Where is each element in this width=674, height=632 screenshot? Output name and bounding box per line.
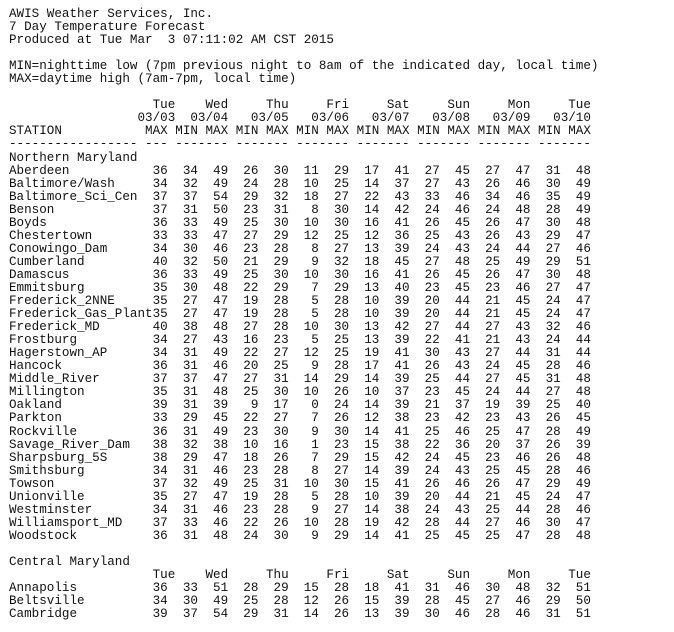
- table-row: Conowingo_Dam 34 30 46 23 28 8 27 13 39 24 43 24 44 27 46: [9, 241, 591, 256]
- table-row: Sharpsburg_5S 38 29 47 18 26 7 29 15 42 24 45 23 46 26 48: [9, 450, 591, 465]
- table-row: Chestertown 33 33 47 27 29 12 25 12 36 25 43 26 43 29 47: [9, 228, 591, 243]
- table-row: Hagerstown_AP 34 31 49 22 27 12 25 19 41 30 43 27 44 31 44: [9, 346, 591, 361]
- table-row: Savage_River_Dam 38 32 38 10 16 1 23 15 38 22 36 20 37 26 39: [9, 437, 591, 452]
- table-row: Cumberland 40 32 50 21 29 9 32 18 45 27 48 25 49 29 51: [9, 254, 591, 269]
- product-title: 7 Day Temperature Forecast: [9, 20, 206, 35]
- table-row: Frederick_Gas_Plant35 27 47 19 28 5 28 10 39 20 44 21 45 24 47: [9, 307, 591, 322]
- table-row: Benson 37 31 50 23 31 8 30 14 42 24 46 24 48 28 49: [9, 202, 591, 217]
- table-row: Rockville 36 31 49 23 30 9 30 14 41 25 46 25 47 28 49: [9, 424, 591, 439]
- table-row: Westminster 34 31 46 23 28 9 27 14 38 24 43 25 44 28 46: [9, 502, 591, 517]
- table-row: Damascus 36 33 49 25 30 10 30 16 41 26 45 26 47 30 48: [9, 267, 591, 282]
- table-row: Baltimore/Wash 34 32 49 24 28 10 25 14 37 27 43 26 46 30 49: [9, 176, 591, 191]
- table-row: Parkton 33 29 45 22 27 7 26 12 38 23 42 23 43 26 45: [9, 411, 591, 426]
- column-label-row: STATION MAX MIN MAX MIN MAX MIN MAX MIN MAX MIN MAX MIN MAX MIN MAX: [9, 124, 591, 139]
- blank-line: [9, 543, 598, 556]
- header-rule: ----------------- --- ------- ------- ------- ------- ------- ------- -------: [9, 137, 591, 152]
- table-row: Unionville 35 27 47 19 28 5 28 10 39 20 44 21 45 24 47: [9, 489, 591, 504]
- table-row: Frostburg 34 27 43 16 23 5 25 13 39 22 41 21 43 24 44: [9, 333, 591, 348]
- table-row: Frederick_2NNE 35 27 47 19 28 5 28 10 39 20 44 21 45 24 47: [9, 294, 591, 309]
- produced-timestamp: Produced at Tue Mar 3 07:11:02 AM CST 2015: [9, 33, 334, 48]
- table-row: Hancock 36 31 46 20 25 9 28 17 41 26 43 24 45 28 46: [9, 359, 591, 374]
- table-row: Emmitsburg 35 30 48 22 29 7 29 13 40 23 45 23 46 27 47: [9, 280, 591, 295]
- table-row: Frederick_MD 40 38 48 27 28 10 30 13 42 27 44 27 43 32 46: [9, 320, 591, 335]
- section-title-northern: Northern Maryland: [9, 150, 138, 165]
- table-row: Towson 37 32 49 25 31 10 30 15 41 26 46 26 47 29 49: [9, 476, 591, 491]
- table-row: Middle_River 37 37 47 27 31 14 29 14 39 25 44 27 45 31 48: [9, 372, 591, 387]
- table-row: Baltimore_Sci_Cen 37 37 54 29 32 18 27 22 43 33 46 34 46 35 49: [9, 189, 591, 204]
- table-row: Beltsville 34 30 49 25 28 12 26 15 39 28 45 27 46 29 50: [9, 594, 591, 609]
- table-row: Williamsport_MD 37 33 46 22 26 10 28 19 42 28 44 27 46 30 47: [9, 515, 591, 530]
- table-row: Millington 35 31 48 25 30 10 26 10 37 23 45 24 44 27 48: [9, 385, 591, 400]
- table-row: Cambridge 39 37 54 29 31 14 26 13 39 30 46 28 46 31 51: [9, 607, 591, 622]
- table-row: Smithsburg 34 31 46 23 28 8 27 14 39 24 43 25 45 28 46: [9, 463, 591, 478]
- max-definition: MAX=daytime high (7am-7pm, local time): [9, 72, 297, 87]
- forecast-document: [9, 8, 598, 621]
- day-header-row: Tue Wed Thu Fri Sat Sun Mon Tue: [9, 98, 591, 113]
- day-header-row-central: Tue Wed Thu Fri Sat Sun Mon Tue: [9, 568, 591, 583]
- date-header-row: 03/03 03/04 03/05 03/06 03/07 03/08 03/09 03/10: [9, 111, 591, 126]
- min-definition: MIN=nighttime low (7pm previous night to 8am of the indicated day, local time): [9, 59, 599, 74]
- table-row: Oakland 39 31 39 9 17 0 24 14 39 21 37 19 39 25 40: [9, 398, 591, 413]
- table-row: Aberdeen 36 34 49 26 30 11 29 17 41 27 45 27 47 31 48: [9, 163, 591, 178]
- section-title-central: Central Maryland: [9, 554, 130, 569]
- company-name: AWIS Weather Services, Inc.: [9, 7, 214, 21]
- table-row: Annapolis 36 33 51 28 29 15 28 18 41 31 46 30 48 32 51: [9, 581, 591, 596]
- table-row: Boyds 36 33 49 25 30 10 30 16 41 26 45 26 47 30 48: [9, 215, 591, 230]
- table-row: Woodstock 36 31 48 24 30 9 29 14 41 25 45 25 47 28 48: [9, 528, 591, 543]
